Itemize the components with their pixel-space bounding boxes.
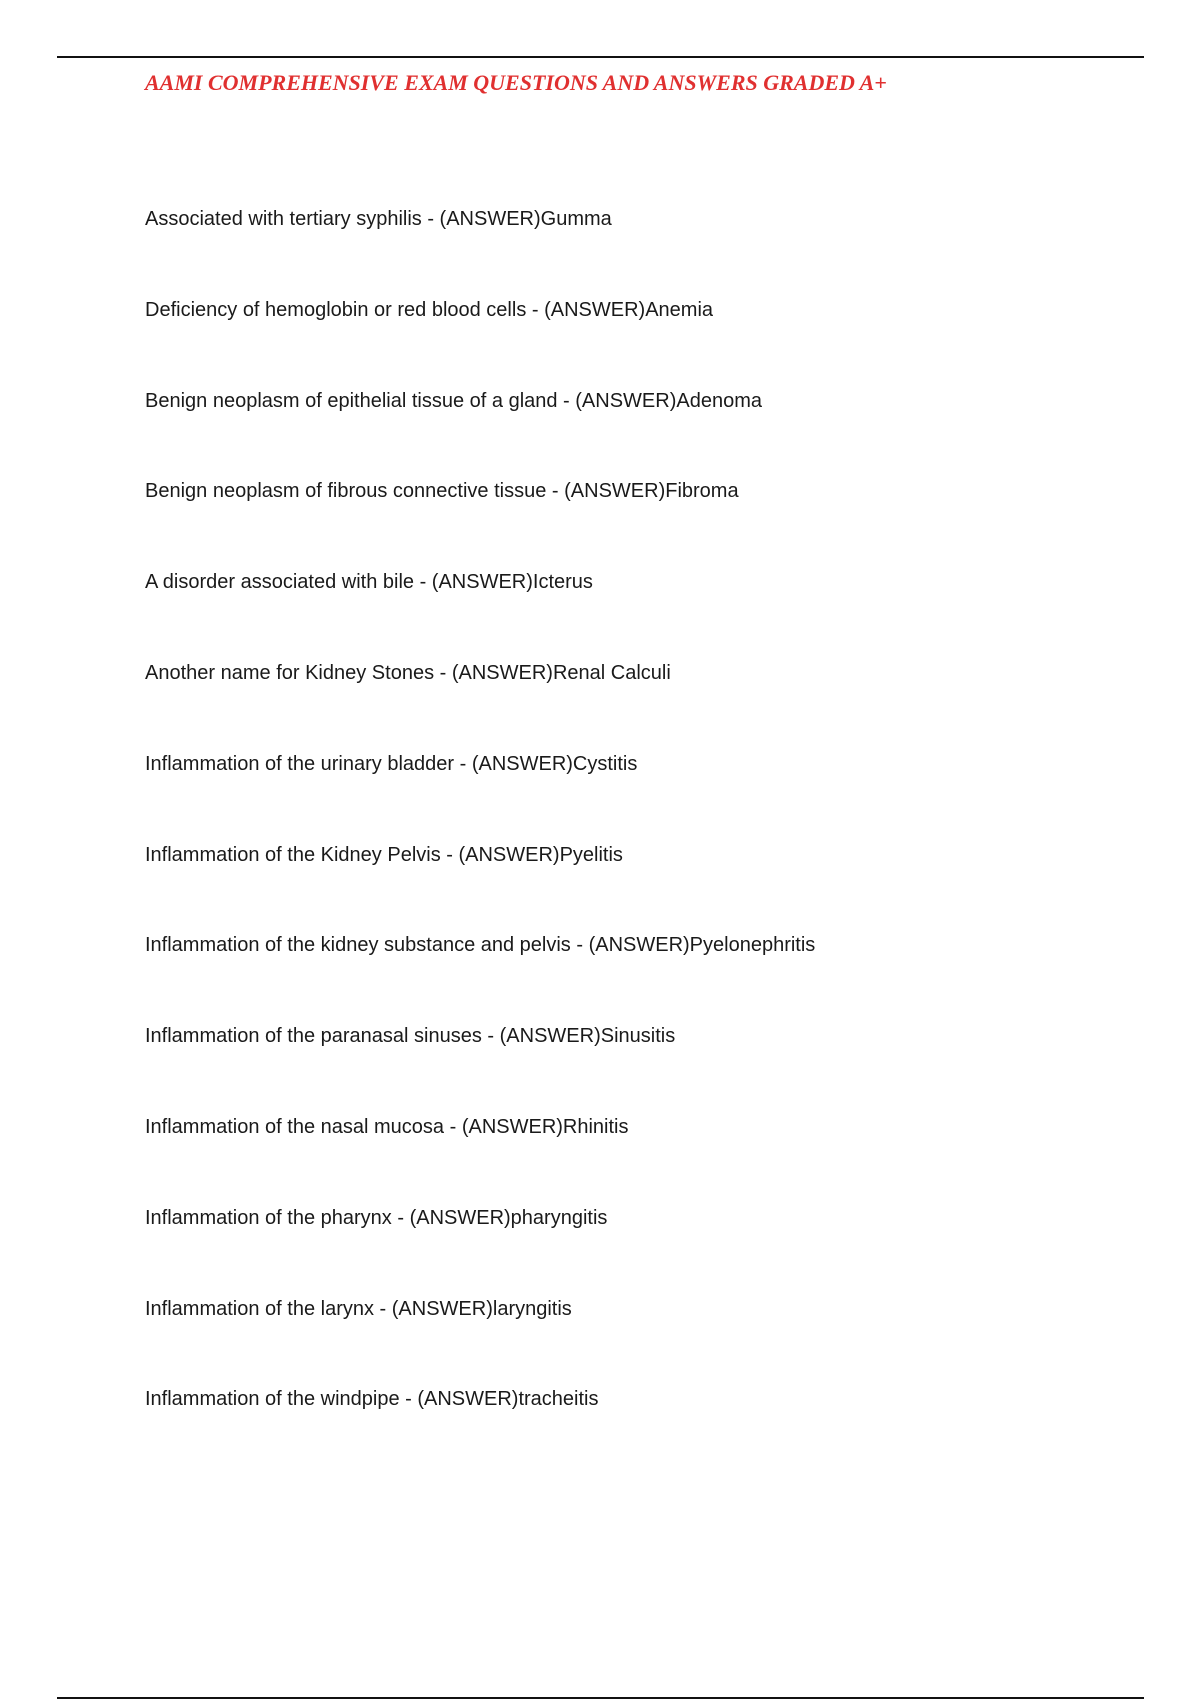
qa-item: Inflammation of the windpipe - (ANSWER)tracheitis [145,1388,599,1411]
qa-item: Inflammation of the kidney substance and pelvis - (ANSWER)Pyelonephritis [145,934,816,957]
footer-rule [57,1697,1144,1699]
qa-item: Inflammation of the Kidney Pelvis - (ANSWER)Pyelitis [145,843,623,866]
qa-item: Inflammation of the nasal mucosa - (ANSWER)Rhinitis [145,1115,629,1138]
qa-item: Inflammation of the pharynx - (ANSWER)pharyngitis [145,1206,608,1229]
qa-item: A disorder associated with bile - (ANSWER)Icterus [145,571,593,594]
qa-item: Deficiency of hemoglobin or red blood cells - (ANSWER)Anemia [145,298,714,321]
header-rule [57,56,1144,58]
qa-item: Associated with tertiary syphilis - (ANSWER)Gumma [145,208,612,230]
qa-item: Inflammation of the paranasal sinuses - (ANSWER)Sinusitis [145,1025,676,1048]
qa-item: Benign neoplasm of fibrous connective tissue - (ANSWER)Fibroma [145,480,739,503]
qa-item: Inflammation of the urinary bladder - (ANSWER)Cystitis [145,752,638,775]
qa-item: Benign neoplasm of epithelial tissue of a gland - (ANSWER)Adenoma [145,389,762,412]
qa-list [145,204,815,1475]
qa-item: Inflammation of the larynx - (ANSWER)laryngitis [145,1297,572,1320]
qa-item: Another name for Kidney Stones - (ANSWER)Renal Calculi [145,661,671,684]
document-title: AAMI COMPREHENSIVE EXAM QUESTIONS AND ANSWERS GRADED A+ [145,70,887,95]
